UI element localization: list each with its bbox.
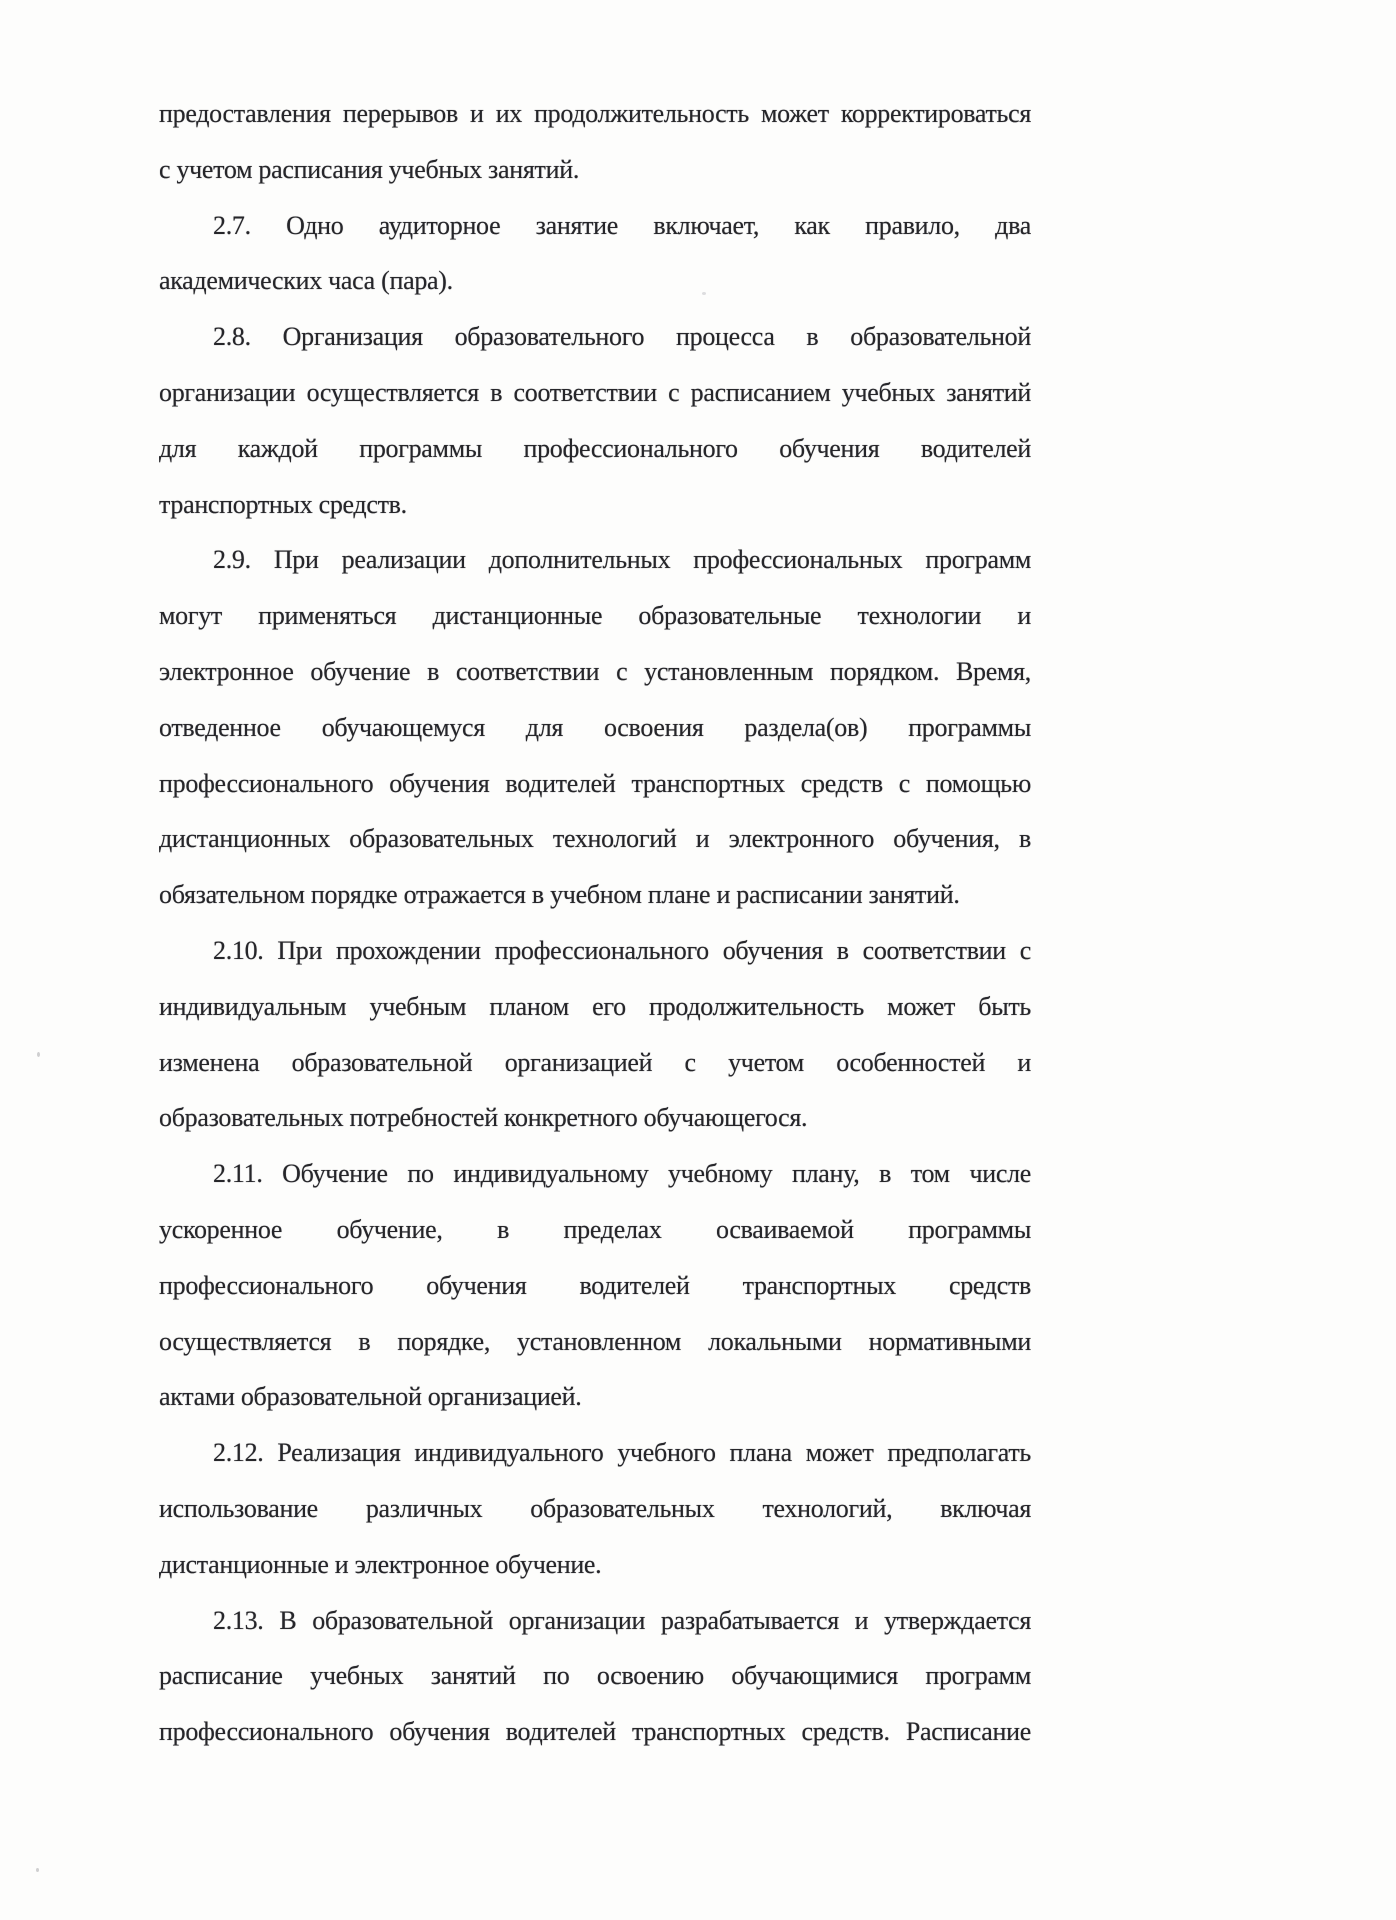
text-line: транспортных средств. — [159, 489, 407, 519]
text-line: профессионального обучения водителей транспортных средств. Расписание — [159, 1717, 1031, 1747]
text-line: 2.13. В образовательной организации разрабатывается и утверждается — [213, 1605, 1031, 1635]
paragraph-2-11 — [159, 1146, 1031, 1425]
paragraph-2-12 — [159, 1425, 1031, 1592]
scan-speck — [37, 1052, 40, 1057]
text-line: актами образовательной организацией. — [159, 1382, 582, 1412]
paragraph-continuation — [159, 86, 1031, 198]
text-line: обязательном порядке отражается в учебном плане и расписании занятий. — [159, 880, 960, 910]
scan-speck — [36, 1868, 39, 1872]
text-line: использование различных образовательных технологий, включая — [159, 1493, 1031, 1523]
text-line: образовательных потребностей конкретного обучающегося. — [159, 1103, 808, 1133]
text-line: 2.8. Организация образовательного процесса в образовательной — [213, 322, 1031, 352]
document-text-block — [159, 86, 1031, 1760]
paragraph-2-9 — [159, 532, 1031, 923]
text-line: 2.12. Реализация индивидуального учебного плана может предполагать — [213, 1438, 1031, 1468]
text-line: отведенное обучающемуся для освоения раздела(ов) программы — [159, 712, 1031, 742]
text-line: индивидуальным учебным планом его продолжительность может быть — [159, 991, 1031, 1021]
text-line: могут применяться дистанционные образовательные технологии и — [159, 601, 1031, 631]
text-line: профессионального обучения водителей транспортных средств — [159, 1270, 1031, 1300]
text-line: дистанционные и электронное обучение. — [159, 1549, 602, 1579]
text-line: 2.9. При реализации дополнительных профессиональных программ — [213, 545, 1031, 575]
text-line: ускоренное обучение, в пределах осваиваемой программы — [159, 1214, 1031, 1244]
text-line: академических часа (пара). — [159, 266, 453, 296]
paragraph-2-10 — [159, 923, 1031, 1146]
paragraph-2-8 — [159, 309, 1031, 532]
text-line: предоставления перерывов и их продолжительность может корректироваться — [159, 99, 1031, 128]
text-line: для каждой программы профессионального обучения водителей — [159, 433, 1031, 463]
text-line: осуществляется в порядке, установленном локальными нормативными — [159, 1326, 1031, 1356]
text-line: электронное обучение в соответствии с установленным порядком. Время, — [159, 656, 1031, 686]
text-line: 2.7. Одно аудиторное занятие включает, как правило, два — [213, 210, 1031, 240]
text-line: профессионального обучения водителей транспортных средств с помощью — [159, 768, 1031, 798]
text-line: дистанционных образовательных технологий и электронного обучения, в — [159, 824, 1031, 854]
paragraph-2-7 — [159, 198, 1031, 310]
text-line: с учетом расписания учебных занятий. — [159, 154, 580, 184]
text-line: 2.10. При прохождении профессионального обучения в соответствии с — [213, 935, 1031, 965]
text-line: 2.11. Обучение по индивидуальному учебному плану, в том числе — [213, 1159, 1031, 1189]
paragraph-2-13 — [159, 1593, 1031, 1760]
text-line: расписание учебных занятий по освоению обучающимися программ — [159, 1661, 1031, 1691]
text-line: изменена образовательной организацией с учетом особенностей и — [159, 1047, 1031, 1077]
text-line: организации осуществляется в соответствии с расписанием учебных занятий — [159, 377, 1031, 407]
